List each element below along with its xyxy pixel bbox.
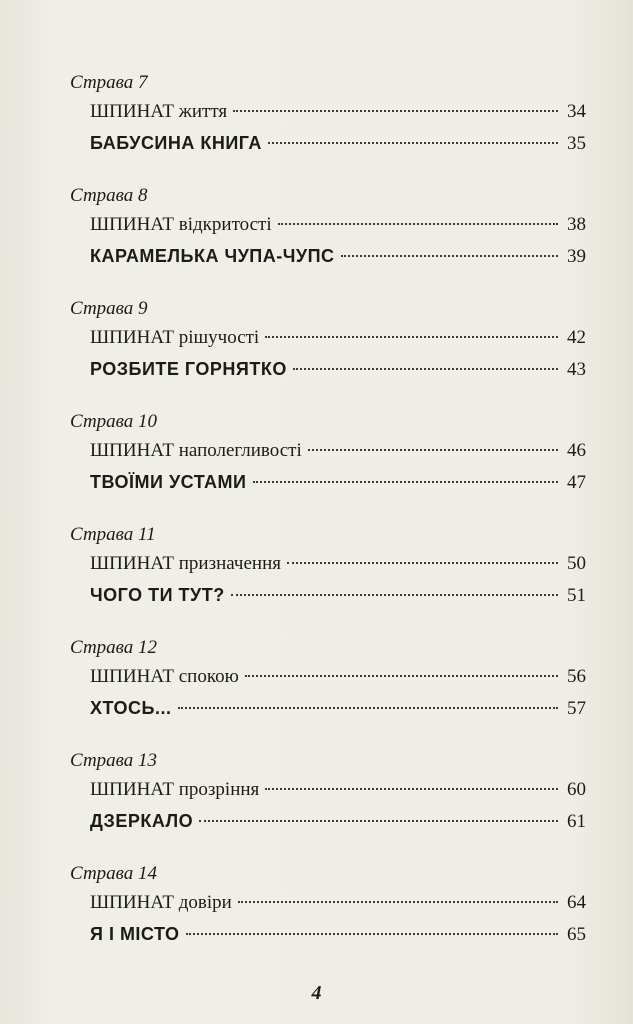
entry-keyword: ШПИНАТ [90,892,174,913]
entry-title [90,438,302,464]
dot-leader [238,901,558,903]
entry-title [90,808,193,834]
entry-page-number: 43 [567,359,586,380]
entry-keyword: ШПИНАТ [90,666,174,687]
toc-section [70,70,586,161]
entry-title [90,890,232,916]
dot-leader [341,255,558,257]
dot-leader [265,788,558,790]
entry-page-number: 51 [567,585,586,606]
entry-page-number: 47 [567,472,586,493]
entry-keyword: ШПИНАТ [90,214,174,235]
entry-text: БАБУСИНА КНИГА [90,133,262,153]
entry-text: ЧОГО ТИ ТУТ? [90,585,225,605]
entry-title [90,356,287,382]
entry-title [90,130,262,156]
entry-title [90,777,259,803]
entry-text: Я І МІСТО [90,924,180,944]
toc-entry-story[interactable] [90,808,586,839]
section-title: Страва 13 [70,750,158,771]
entry-page-number: 39 [567,246,586,267]
entry-text: рішучості [174,327,260,348]
toc-section [70,183,586,274]
entry-text: призначення [174,553,281,574]
toc-entry-story[interactable] [90,695,586,726]
toc-entry-story[interactable] [90,469,586,500]
entry-page-number: 64 [567,892,586,913]
toc-section [70,635,586,726]
section-title: Страва 14 [70,863,158,884]
entry-title [90,921,180,947]
entry-keyword: ШПИНАТ [90,440,174,461]
toc-entry-spinach[interactable] [90,551,586,582]
entry-text: спокою [174,666,239,687]
entry-keyword: ШПИНАТ [90,327,174,348]
entry-page-number: 65 [567,924,586,945]
section-title: Страва 7 [70,72,148,93]
entry-page-number: 38 [567,214,586,235]
entry-title [90,664,239,690]
dot-leader [186,933,558,935]
entry-title [90,243,335,269]
toc-section [70,748,586,839]
entry-keyword: ШПИНАТ [90,101,174,122]
table-of-contents [70,70,586,974]
entry-page-number: 61 [567,811,586,832]
section-title: Страва 11 [70,524,156,545]
dot-leader [287,562,558,564]
section-title: Страва 8 [70,185,148,206]
entry-text: життя [174,101,228,122]
entry-title [90,695,172,721]
entry-page-number: 35 [567,133,586,154]
dot-leader [268,142,558,144]
entry-title [90,212,272,238]
toc-entry-story[interactable] [90,356,586,387]
section-title: Страва 10 [70,411,158,432]
entry-page-number: 57 [567,698,586,719]
entry-text: довіри [174,892,232,913]
toc-section [70,409,586,500]
entry-text: РОЗБИТЕ ГОРНЯТКО [90,359,287,379]
toc-section [70,296,586,387]
entry-keyword: ШПИНАТ [90,779,174,800]
entry-text: ХТОСЬ... [90,698,172,718]
entry-text: відкритості [174,214,272,235]
entry-page-number: 50 [567,553,586,574]
entry-text: прозріння [174,779,260,800]
dot-leader [245,675,558,677]
entry-page-number: 46 [567,440,586,461]
toc-section [70,522,586,613]
entry-page-number: 34 [567,101,586,122]
entry-title [90,99,227,125]
dot-leader [233,110,558,112]
toc-entry-spinach[interactable] [90,664,586,695]
toc-entry-spinach[interactable] [90,890,586,921]
toc-entry-spinach[interactable] [90,212,586,243]
dot-leader [231,594,558,596]
toc-section [70,861,586,952]
dot-leader [199,820,558,822]
dot-leader [178,707,559,709]
dot-leader [265,336,558,338]
dot-leader [253,481,559,483]
toc-entry-spinach[interactable] [90,777,586,808]
entry-title [90,325,259,351]
entry-page-number: 42 [567,327,586,348]
entry-title [90,582,225,608]
toc-entry-story[interactable] [90,130,586,161]
toc-entry-spinach[interactable] [90,325,586,356]
toc-entry-story[interactable] [90,243,586,274]
entry-text: наполегливості [174,440,302,461]
toc-entry-story[interactable] [90,921,586,952]
entry-keyword: ШПИНАТ [90,553,174,574]
section-title: Страва 12 [70,637,158,658]
dot-leader [278,223,558,225]
section-title: Страва 9 [70,298,148,319]
entry-page-number: 60 [567,779,586,800]
dot-leader [293,368,558,370]
entry-text: ТВОЇМИ УСТАМИ [90,472,247,492]
entry-text: КАРАМЕЛЬКА ЧУПА-ЧУПС [90,246,335,266]
entry-title [90,551,281,577]
page-number: 4 [311,982,322,1004]
toc-entry-story[interactable] [90,582,586,613]
entry-text: ДЗЕРКАЛО [90,811,194,831]
dot-leader [308,449,558,451]
entry-page-number: 56 [567,666,586,687]
toc-entry-spinach[interactable] [90,438,586,469]
entry-title [90,469,247,495]
toc-entry-spinach[interactable] [90,99,586,130]
